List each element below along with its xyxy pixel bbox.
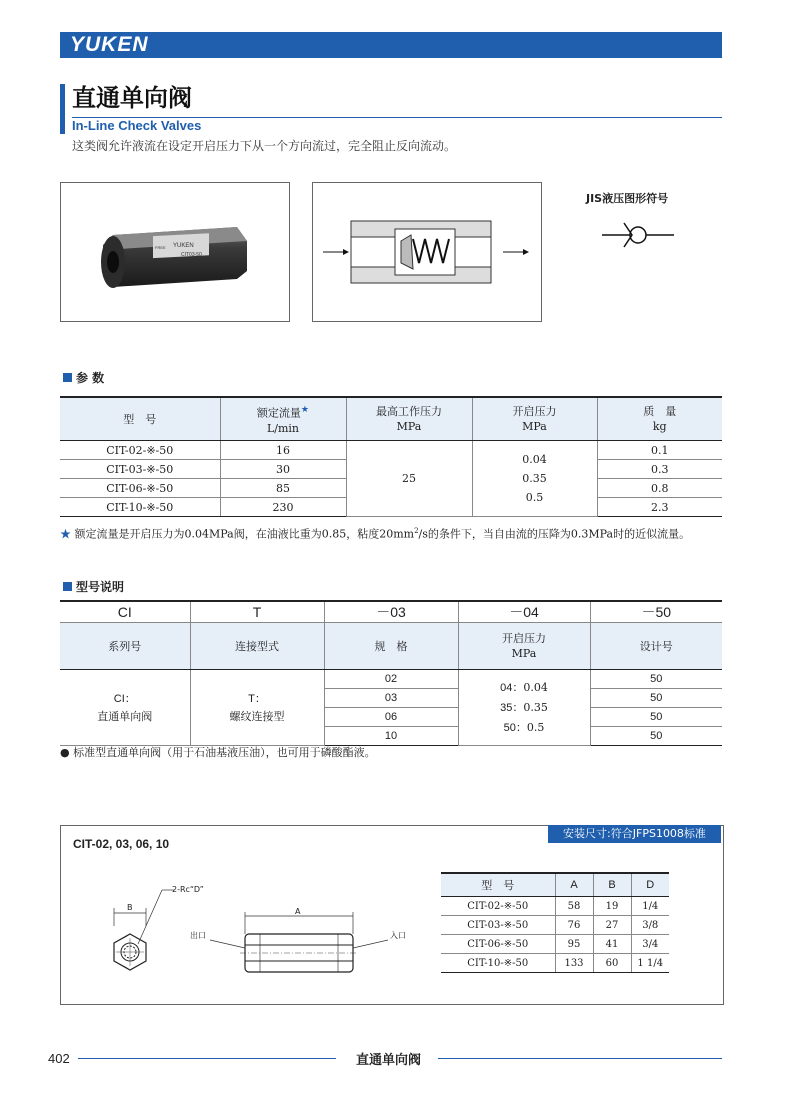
page-title: 直通单向阀	[72, 84, 192, 112]
dim-b: 60	[593, 954, 631, 973]
code-design: －50	[590, 601, 722, 623]
dim-d: 3/8	[631, 916, 669, 935]
brand-logo: YUKEN	[70, 33, 149, 56]
code-cracking: －04	[458, 601, 590, 623]
table-row	[441, 897, 669, 916]
param-col-pressure: 最高工作压力 MPa	[346, 397, 472, 441]
outlet-label: 出口	[190, 931, 206, 940]
dim-b: 27	[593, 916, 631, 935]
table-row	[441, 916, 669, 935]
param-flow: 230	[220, 498, 346, 517]
dim-d: 3/4	[631, 935, 669, 954]
param-flow: 30	[220, 460, 346, 479]
params-heading: 参 数	[63, 371, 104, 385]
port-callout: 2-Rc“D”	[172, 885, 204, 894]
design-value: 50	[590, 689, 722, 708]
params-table	[60, 396, 722, 517]
product-photo	[60, 182, 290, 322]
dim-col-model: 型 号	[441, 873, 555, 897]
param-mass: 0.1	[597, 441, 722, 460]
jis-symbol-label: JIS液压图形符号	[586, 192, 669, 205]
size-value: 02	[324, 670, 458, 689]
dim-a: 95	[555, 935, 593, 954]
design-value: 50	[590, 670, 722, 689]
dim-d: 1 1/4	[631, 954, 669, 973]
dim-b-label: B	[127, 903, 133, 912]
dim-a: 58	[555, 897, 593, 916]
code-series: CI	[60, 601, 190, 623]
footer-rule-right	[438, 1058, 722, 1059]
section-square-icon	[63, 582, 72, 591]
size-value: 03	[324, 689, 458, 708]
label-cracking: 开启压力 MPa	[458, 623, 590, 670]
param-mass: 2.3	[597, 498, 722, 517]
inlet-label: 入口	[390, 931, 406, 940]
param-col-flow: 额定流量★ L/min	[220, 397, 346, 441]
dim-a: 133	[555, 954, 593, 973]
table-row	[60, 670, 722, 689]
size-value: 10	[324, 727, 458, 746]
dimensions-standard-tag: 安装尺寸:符合JFPS1008标准	[548, 825, 721, 843]
footer-title: 直通单向阀	[356, 1053, 422, 1068]
dimension-drawing	[100, 876, 420, 986]
dim-col-b: B	[593, 873, 631, 897]
model-code-table	[60, 600, 722, 746]
page-number: 402	[48, 1051, 70, 1066]
valve-section-svg	[313, 183, 541, 321]
table-row	[441, 954, 669, 973]
model-footnote: ● 标准型直通单向阀（用于石油基液压油），也可用于磷酸酯液。	[60, 746, 376, 759]
series-desc: CI： 直通单向阀	[60, 670, 190, 746]
valve-photo-illustration	[61, 183, 289, 321]
param-max-pressure: 25	[346, 441, 472, 517]
label-connection: 连接型式	[190, 623, 324, 670]
dim-model: CIT-10-※-50	[441, 954, 555, 973]
dim-d: 1/4	[631, 897, 669, 916]
param-col-model: 型 号	[60, 397, 220, 441]
table-row	[60, 441, 722, 460]
param-col-mass: 质 量 kg	[597, 397, 722, 441]
dimensions-title: CIT-02, 03, 06, 10	[73, 837, 170, 851]
dim-model: CIT-03-※-50	[441, 916, 555, 935]
param-model: CIT-03-※-50	[60, 460, 220, 479]
param-flow: 85	[220, 479, 346, 498]
label-size: 规 格	[324, 623, 458, 670]
label-series: 系列号	[60, 623, 190, 670]
connection-desc: T： 螺纹连接型	[190, 670, 324, 746]
dim-col-d: D	[631, 873, 669, 897]
section-drawing	[312, 182, 542, 322]
label-design: 设计号	[590, 623, 722, 670]
model-code-row	[60, 601, 722, 623]
dim-col-a: A	[555, 873, 593, 897]
check-valve-symbol-icon	[598, 216, 678, 256]
dims-header-row	[441, 873, 669, 897]
dimensions-table	[441, 872, 669, 973]
valve-nameplate-free: FREE	[155, 245, 166, 250]
code-connection: T	[190, 601, 324, 623]
dim-a-label: A	[295, 907, 301, 916]
table-row	[441, 935, 669, 954]
section-square-icon	[63, 373, 72, 382]
cracking-desc: 04：0.04 35：0.35 50：0.5	[458, 670, 590, 746]
params-header-row	[60, 397, 722, 441]
params-footnote: ★ 额定流量是开启压力为0.04MPa阀，在油液比重为0.85，粘度$20mm^2/s$的条件下，当自由流的压降为0.3MPa时的近似流量。	[60, 527, 691, 541]
header-bar	[60, 32, 722, 58]
param-model: CIT-02-※-50	[60, 441, 220, 460]
design-value: 50	[590, 708, 722, 727]
dim-a: 76	[555, 916, 593, 935]
model-label-row	[60, 623, 722, 670]
intro-text: 这类阀允许液流在设定开启压力下从一个方向流过，完全阻止反向流动。	[72, 139, 457, 153]
param-flow: 16	[220, 441, 346, 460]
model-code-heading: 型号说明	[63, 580, 124, 594]
dim-b: 41	[593, 935, 631, 954]
param-model: CIT-10-※-50	[60, 498, 220, 517]
page-subtitle: In-Line Check Valves	[72, 118, 202, 133]
param-model: CIT-06-※-50	[60, 479, 220, 498]
size-value: 06	[324, 708, 458, 727]
code-size: －03	[324, 601, 458, 623]
title-marker	[60, 84, 65, 134]
design-value: 50	[590, 727, 722, 746]
valve-nameplate-model: CIT03-50	[181, 252, 202, 258]
param-cracking-values: 0.04 0.35 0.5	[472, 441, 597, 517]
dim-b: 19	[593, 897, 631, 916]
dim-model: CIT-06-※-50	[441, 935, 555, 954]
param-col-cracking: 开启压力 MPa	[472, 397, 597, 441]
param-mass: 0.8	[597, 479, 722, 498]
param-mass: 0.3	[597, 460, 722, 479]
dim-model: CIT-02-※-50	[441, 897, 555, 916]
footer-rule-left	[78, 1058, 336, 1059]
valve-nameplate-brand: YUKEN	[173, 243, 194, 249]
